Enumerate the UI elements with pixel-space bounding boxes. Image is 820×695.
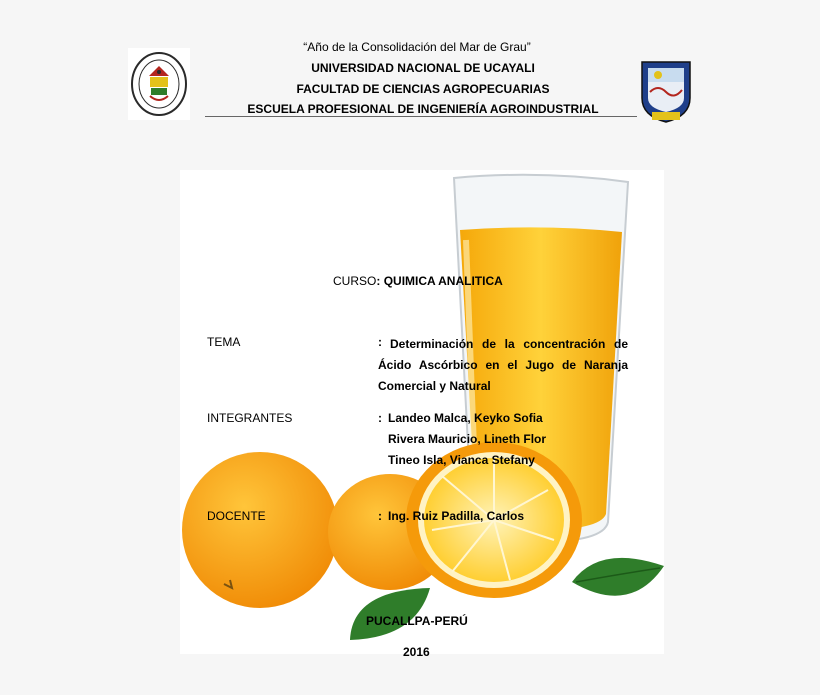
course-separator: : (376, 274, 381, 288)
docente-colon: : (378, 509, 382, 523)
course-line (333, 274, 503, 288)
integrante-3: Tineo Isla, Vianca Stefany (388, 453, 535, 467)
tema-colon: : (378, 335, 382, 349)
university-name: UNIVERSIDAD NACIONAL DE UCAYALI (311, 61, 535, 75)
footer-place: PUCALLPA-PERÚ (366, 614, 468, 628)
course-value: QUIMICA ANALITICA (383, 274, 503, 288)
tema-value (378, 334, 628, 397)
header-rule (205, 116, 637, 117)
faculty-name: FACULTAD DE CIENCIAS AGROPECUARIAS (296, 82, 550, 96)
integrante-1: Landeo Malca, Keyko Sofia (388, 411, 543, 425)
integrantes-colon: : (378, 411, 382, 425)
school-name: ESCUELA PROFESIONAL DE INGENIERÍA AGROINDUSTRIAL (247, 102, 599, 116)
integrantes-label: INTEGRANTES (207, 411, 293, 425)
course-label: CURSO (333, 274, 377, 288)
docente-value: Ing. Ruiz Padilla, Carlos (388, 509, 525, 523)
integrante-2: Rivera Mauricio, Lineth Flor (388, 432, 547, 446)
tema-text: Determinación de la concentración de Ácido Ascórbico en el Jugo de Naranja Comercial y Natural (378, 337, 628, 393)
docente-label: DOCENTE (207, 509, 266, 523)
footer-year: 2016 (403, 645, 430, 659)
tema-label: TEMA (207, 335, 241, 349)
national-motto: “Año de la Consolidación del Mar de Grau” (303, 40, 531, 54)
